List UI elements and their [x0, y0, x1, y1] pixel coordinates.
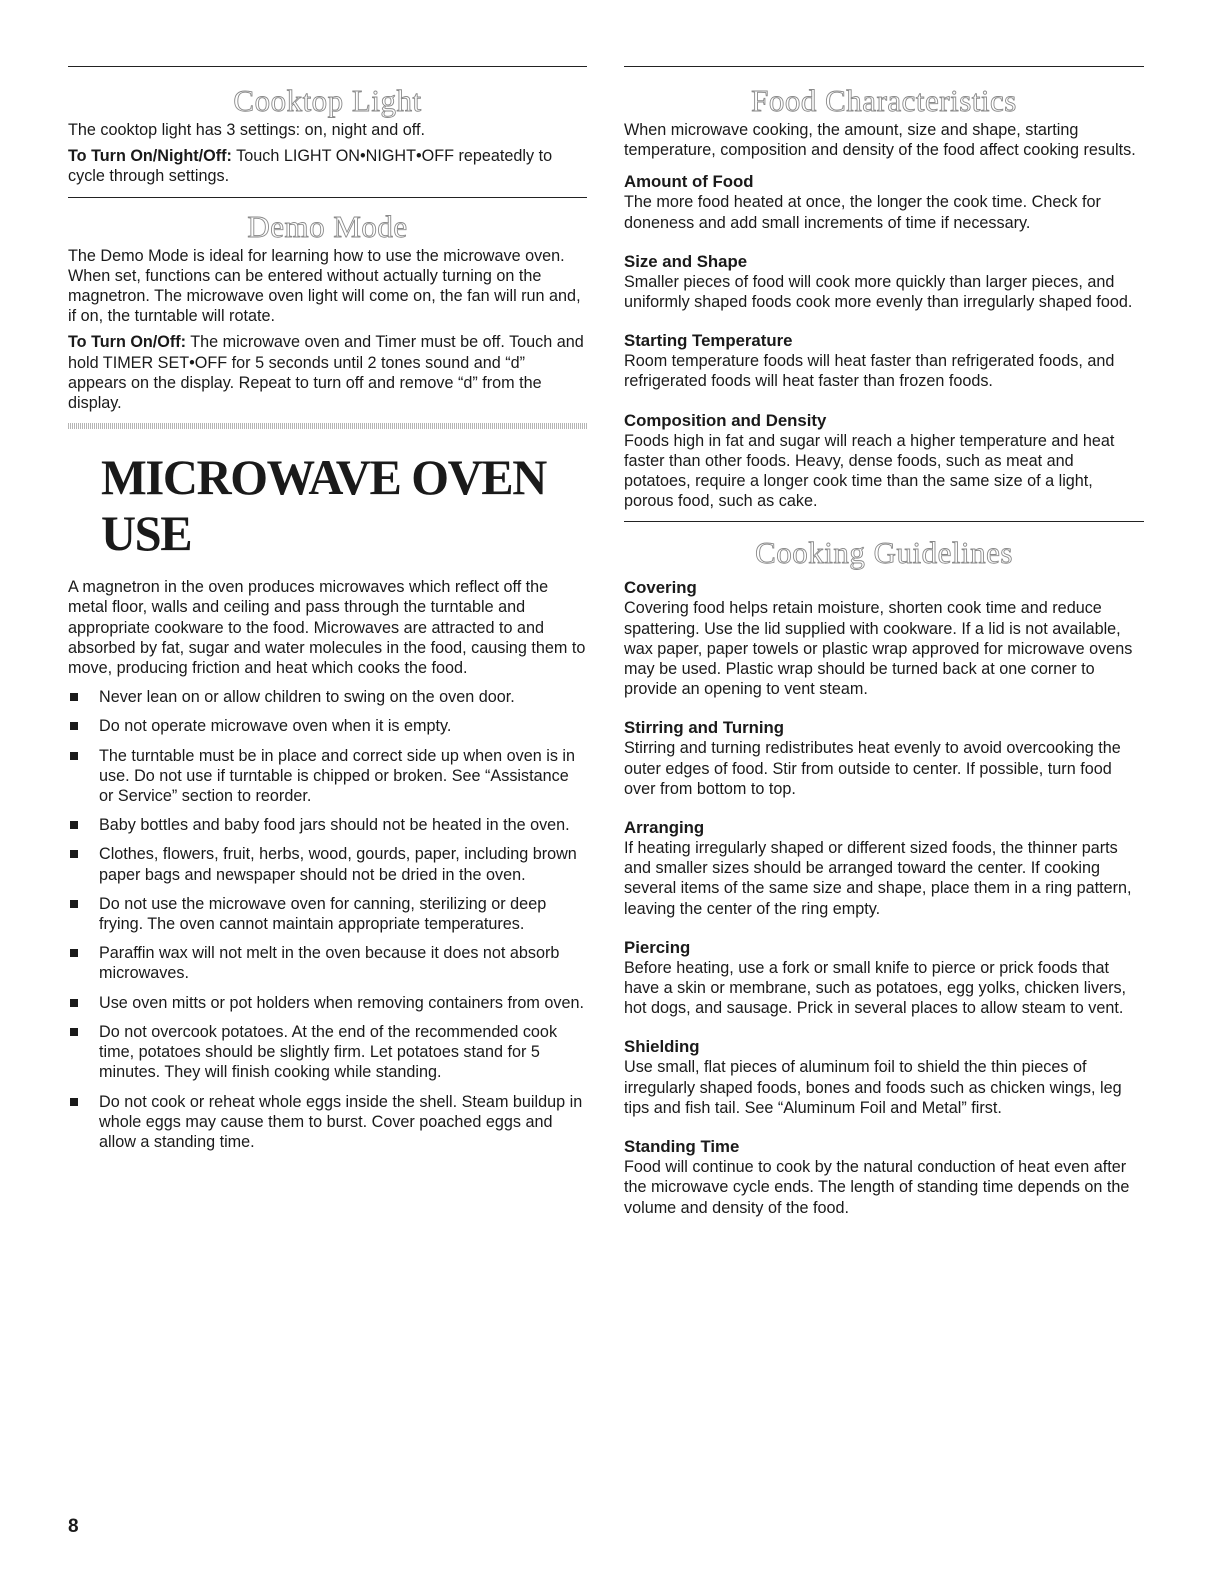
food-characteristics-list	[624, 172, 1144, 511]
microwave-oven-use-intro: A magnetron in the oven produces microwaves which reflect off the metal floor, walls and ceiling and pass through the turntable and appropriate cookware to the food. Microwaves are attracted to and absorbed by fat, sugar and water molecules in the food, causing them to move, producing friction and heat which cooks the food.	[68, 578, 586, 678]
cooking-guidelines-heading: Cooking Guidelines	[755, 535, 1013, 571]
demo-mode-intro: The Demo Mode is ideal for learning how to use the microwave oven. When set, functions can be entered without actually turning on the magnetron. The microwave oven light will come on, the fan will run and, if on, the turntable will rotate.	[68, 246, 581, 326]
bullet-item: Do not use the microwave oven for canning, sterilizing or deep frying. The oven cannot maintain appropriate temperatures.	[68, 894, 587, 934]
instruction-label: To Turn On/Night/Off:	[68, 147, 232, 166]
bullet-item: Use oven mitts or pot holders when removing containers from oven.	[68, 993, 587, 1013]
body-text: Stirring and turning redistributes heat evenly to avoid overcooking the outer edges of food. Stir from outside to center. If possible, turn food over from bottom to top.	[624, 739, 1121, 798]
characteristic-block	[624, 411, 1144, 512]
guideline-block	[624, 1037, 1144, 1118]
body-text: Covering food helps retain moisture, shorten cook time and reduce spattering. Use the lid supplied with cookware. If a lid is not available, wax paper, paper towels or plastic wrap approved for microwave ovens may be used. Plastic wrap should be turned back at one corner to provide an opening to vent steam.	[624, 599, 1133, 699]
guideline-block	[624, 718, 1144, 799]
section-divider	[68, 66, 587, 67]
guideline-block	[624, 938, 1144, 1019]
cooktop-light-instructions	[68, 146, 587, 186]
body-text: If heating irregularly shaped or different sized foods, the thinner parts and smaller sizes should be arranged toward the center. If cooking several items of the same size and shape, place them in a ring pattern, leaving the center of the ring empty.	[624, 839, 1132, 918]
bullet-item: Never lean on or allow children to swing on the oven door.	[68, 687, 587, 707]
hatched-divider	[68, 423, 587, 429]
body-text: Food will continue to cook by the natural conduction of heat even after the microwave cycle ends. The length of standing time depends on the volume and density of the food.	[624, 1158, 1130, 1217]
subheading: Stirring and Turning	[624, 718, 785, 738]
bullet-item: The turntable must be in place and correct side up when oven is in use. Do not use if turntable is chipped or broken. See “Assistance or Service” section to reorder.	[68, 746, 587, 807]
page-number: 8	[68, 1516, 79, 1537]
characteristic-block	[624, 172, 1144, 232]
guideline-block	[624, 818, 1144, 919]
bullet-item: Do not overcook potatoes. At the end of the recommended cook time, potatoes should be slightly firm. Let potatoes stand for 5 minutes. They will finish cooking while standing.	[68, 1022, 587, 1083]
cooking-guidelines-list	[624, 578, 1144, 1217]
left-column	[68, 66, 587, 1152]
bullet-item: Do not operate microwave oven when it is empty.	[68, 716, 587, 736]
right-column	[624, 66, 1144, 1218]
bullet-item: Do not cook or reheat whole eggs inside the shell. Steam buildup in whole eggs may cause them to burst. Cover poached eggs and allow a standing time.	[68, 1092, 587, 1153]
characteristic-block	[624, 252, 1144, 312]
bullet-item: Paraffin wax will not melt in the oven because it does not absorb microwaves.	[68, 943, 587, 983]
section-divider	[624, 66, 1144, 67]
cooktop-light-intro: The cooktop light has 3 settings: on, night and off.	[68, 121, 425, 139]
microwave-oven-use-title: MICROWAVE OVEN USE	[100, 449, 546, 562]
body-text: Before heating, use a fork or small knife to pierce or prick foods that have a skin or membrane, such as potatoes, egg yolks, chicken livers, hot dogs, and sausage. Prick in several places to allow steam to vent.	[624, 958, 1127, 1018]
subheading: Covering	[624, 578, 697, 598]
guideline-block	[624, 1137, 1144, 1218]
characteristic-block	[624, 331, 1144, 391]
subheading: Composition and Density	[624, 410, 827, 430]
guideline-block	[624, 578, 1144, 699]
subheading: Arranging	[624, 818, 705, 838]
demo-mode-heading: Demo Mode	[247, 208, 408, 244]
subheading: Standing Time	[624, 1137, 740, 1157]
food-characteristics-heading: Food Characteristics	[751, 83, 1017, 118]
body-text: Smaller pieces of food will cook more quickly than larger pieces, and uniformly shaped foods cook more evenly than irregularly shaped food.	[624, 272, 1133, 312]
cooktop-light-heading: Cooktop Light	[233, 83, 422, 118]
instruction-text: The microwave oven and Timer must be off. Touch and hold TIMER SET•OFF for 5 seconds until 2 tones sound and “d” appears on the display. Repeat to turn off and remove “d” from the display.	[68, 333, 584, 413]
section-divider	[624, 521, 1144, 522]
subheading: Shielding	[624, 1037, 700, 1057]
food-characteristics-intro: When microwave cooking, the amount, size and shape, starting temperature, composition and density of the food affect cooking results.	[624, 121, 1136, 160]
instruction-label: To Turn On/Off:	[68, 333, 187, 352]
body-text: Foods high in fat and sugar will reach a higher temperature and heat faster than other foods. Heavy, dense foods, such as meat and potatoes, require a longer cook time than the same size of a light, porous food, such as cake.	[624, 431, 1115, 511]
body-text: Use small, flat pieces of aluminum foil to shield the thin pieces of irregularly shaped foods, bones and foods such as chicken wings, leg tips and fish tail. See “Aluminum Foil and Metal” first.	[624, 1058, 1122, 1117]
subheading: Starting Temperature	[624, 331, 793, 351]
bullet-item: Clothes, flowers, fruit, herbs, wood, gourds, paper, including brown paper bags and newspaper should not be dried in the oven.	[68, 844, 587, 884]
demo-mode-instructions	[68, 332, 587, 413]
body-text: Room temperature foods will heat faster than refrigerated foods, and refrigerated foods will heat faster than frozen foods.	[624, 352, 1115, 391]
bullet-item: Baby bottles and baby food jars should not be heated in the oven.	[68, 815, 587, 835]
section-divider	[68, 197, 587, 198]
body-text: The more food heated at once, the longer the cook time. Check for doneness and add small increments of time if necessary.	[624, 193, 1101, 232]
subheading: Size and Shape	[624, 251, 748, 271]
subheading: Piercing	[624, 937, 691, 957]
instruction-text: Touch LIGHT ON•NIGHT•OFF repeatedly to cycle through settings.	[68, 147, 553, 186]
safety-bullet-list	[68, 687, 587, 1152]
subheading: Amount of Food	[624, 172, 754, 192]
